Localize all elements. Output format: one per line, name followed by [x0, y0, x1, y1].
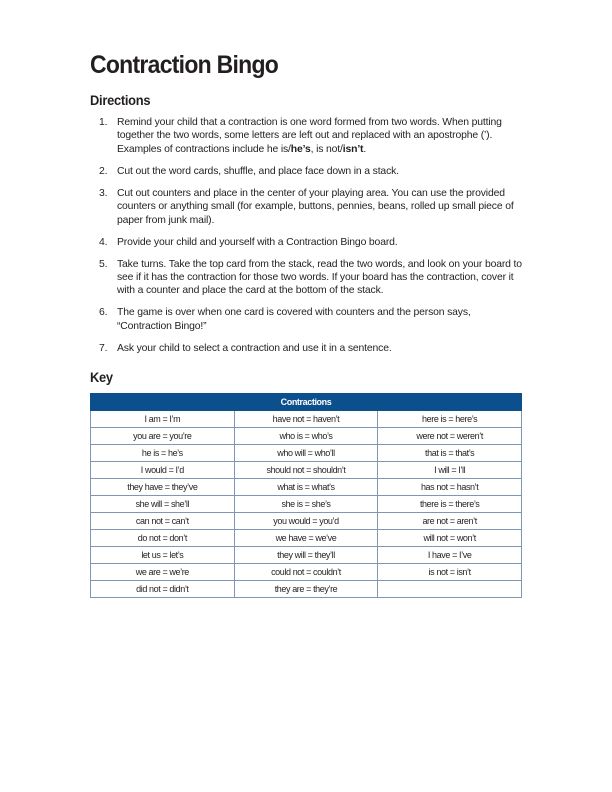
- contraction-cell: were not = weren’t: [378, 428, 522, 445]
- contraction-cell: they will = they’ll: [234, 547, 378, 564]
- contraction-cell: we are = we’re: [91, 564, 235, 581]
- contraction-cell: should not = shouldn’t: [234, 462, 378, 479]
- document-page: [90, 50, 522, 594]
- table-row: [91, 411, 522, 428]
- step-text: Cut out counters and place in the center of your playing area. You can use the provided counters or anything small (for example, buttons, pennies, beans, rolled up small piece of paper from junk mail).: [117, 187, 514, 226]
- directions-list: [90, 116, 522, 364]
- step-text: , is not/: [310, 143, 343, 155]
- contraction-cell: we have = we’ve: [234, 530, 378, 547]
- example-contraction: he’s: [290, 143, 311, 155]
- contraction-cell: has not = hasn’t: [378, 479, 522, 496]
- step-number: 2.: [99, 165, 108, 177]
- table-row: [91, 547, 522, 564]
- contraction-cell: she will = she’ll: [91, 496, 235, 513]
- contraction-cell: you would = you’d: [234, 513, 378, 530]
- contraction-cell: are not = aren’t: [378, 513, 522, 530]
- contraction-cell: is not = isn’t: [378, 564, 522, 581]
- page-title: Contraction Bingo: [90, 51, 279, 79]
- contraction-cell: have not = haven’t: [234, 411, 378, 428]
- table-row: [91, 462, 522, 479]
- step-text: Provide your child and yourself with a Contraction Bingo board.: [117, 236, 398, 248]
- contraction-cell: there is = there’s: [378, 496, 522, 513]
- direction-step: [90, 187, 522, 227]
- direction-step: [90, 236, 522, 249]
- table-row: [91, 479, 522, 496]
- contraction-cell: who is = who’s: [234, 428, 378, 445]
- contraction-cell: can not = can’t: [91, 513, 235, 530]
- step-text: The game is over when one card is covered with counters and the person says, “Contraction Bingo!”: [117, 307, 471, 332]
- table-row: [91, 513, 522, 530]
- contraction-cell: I am = I’m: [91, 411, 235, 428]
- contraction-cell: that is = that’s: [378, 445, 522, 462]
- table-row: [91, 564, 522, 581]
- step-number: 5.: [99, 258, 108, 270]
- key-heading: Key: [90, 369, 113, 385]
- contraction-cell: I will = I’ll: [378, 462, 522, 479]
- step-number: 6.: [99, 307, 108, 319]
- step-text: Ask your child to select a contraction and use it in a sentence.: [117, 342, 392, 354]
- step-text: Remind your child that a contraction is one word formed from two words. When putting together the two words, some letters are left out and replaced with an apostrophe (’). Examples of contractions include he is/: [117, 117, 502, 155]
- step-number: 1.: [99, 117, 108, 128]
- contraction-cell: you are = you’re: [91, 428, 235, 445]
- contraction-cell: let us = let’s: [91, 547, 235, 564]
- contraction-cell: I would = I’d: [91, 462, 235, 479]
- contraction-cell: who will = who’ll: [234, 445, 378, 462]
- table-row: [91, 428, 522, 445]
- direction-step: [90, 165, 522, 178]
- contraction-cell: did not = didn’t: [91, 581, 235, 598]
- contraction-cell: he is = he’s: [91, 445, 235, 462]
- step-number: 3.: [99, 187, 108, 199]
- contraction-cell: what is = what’s: [234, 479, 378, 496]
- contractions-table: [90, 393, 522, 598]
- direction-step: [90, 306, 522, 333]
- direction-step: [90, 116, 522, 156]
- contraction-cell: will not = won’t: [378, 530, 522, 547]
- table-body: [91, 411, 522, 598]
- step-number: 7.: [99, 342, 108, 354]
- contraction-cell: could not = couldn’t: [234, 564, 378, 581]
- contraction-cell: here is = here’s: [378, 411, 522, 428]
- contraction-cell: she is = she’s: [234, 496, 378, 513]
- contraction-cell: I have = I’ve: [378, 547, 522, 564]
- table-row: [91, 445, 522, 462]
- table-header: Contractions: [91, 394, 522, 411]
- example-contraction: isn’t: [342, 143, 364, 155]
- step-number: 4.: [99, 236, 108, 248]
- step-text: Cut out the word cards, shuffle, and place face down in a stack.: [117, 165, 399, 177]
- table-row: [91, 496, 522, 513]
- direction-step: [90, 342, 522, 355]
- contraction-cell: they have = they’ve: [91, 479, 235, 496]
- direction-step: [90, 258, 522, 298]
- contraction-cell: they are = they’re: [234, 581, 378, 598]
- contraction-cell: [378, 581, 522, 598]
- contraction-cell: do not = don’t: [91, 530, 235, 547]
- table-row: [91, 581, 522, 598]
- step-text: .: [363, 143, 367, 155]
- directions-heading: Directions: [90, 92, 151, 108]
- table-row: [91, 530, 522, 547]
- step-text: Take turns. Take the top card from the stack, read the two words, and look on your board to see if it has the contraction for those two words. If your board has the contraction, cover it with a counter and place the card at the bottom of the stack.: [117, 258, 522, 297]
